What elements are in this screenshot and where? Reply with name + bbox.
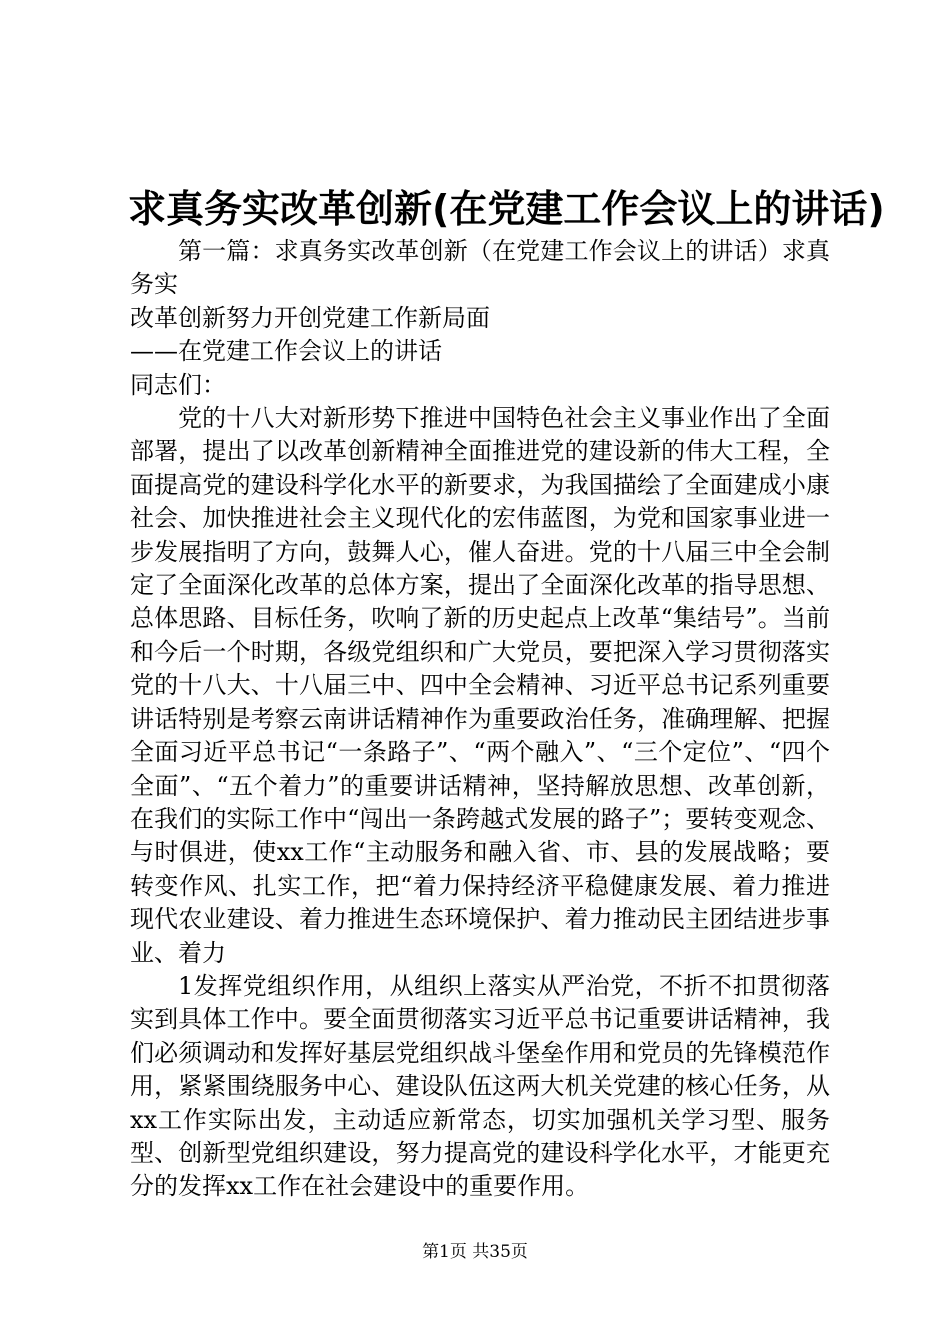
document-title: 求真务实改革创新(在党建工作会议上的讲话) — [128, 187, 885, 231]
paragraph-subtitle: 改革创新努力开创党建工作新局面 — [130, 303, 490, 332]
paragraph-occasion: ——在党建工作会议上的讲话 — [130, 337, 442, 366]
document-body — [130, 235, 830, 1204]
paragraph-heading: 第一篇：求真务实改革创新（在党建工作会议上的讲话）求真务实 — [130, 237, 830, 299]
paragraph-salutation: 同志们： — [130, 370, 226, 399]
paragraph-body-1: 党的十八大对新形势下推进中国特色社会主义事业作出了全面部署，提出了以改革创新精神全面推进党的建设新的伟大工程，全面提高党的建设科学化水平的新要求，为我国描绘了全面建成小康社会、加快推进社会主义现代化的宏伟蓝图，为党和国家事业进一步发展指明了方向，鼓舞人心，催人奋进。党的十八届三中全会制定了全面深化改革的总体方案，提出了全面深化改革的指导思想、总体思路、目标任务，吹响了新的历史起点上改革“集结号”。当前和今后一个时期，各级党组织和广大党员，要把深入学习贯彻落实党的十八大、十八届三中、四中全会精神、习近平总书记系列重要讲话特别是考察云南讲话精神作为重要政治任务，准确理解、把握全面习近平总书记“一条路子”、“两个融入”、“三个定位”、“四个全面”、“五个着力”的重要讲话精神，坚持解放思想、改革创新，在我们的实际工作中“闯出一条跨越式发展的路子”；要转变观念、与时俱进，使xx工作“主动服务和融入省、市、县的发展战略；要转变作风、扎实工作，把“着力保持经济平稳健康发展、着力推进现代农业建设、着力推进生态环境保护、着力推动民主团结进步事业、着力 — [130, 404, 830, 967]
page-number: 第1页 共35页 — [422, 1242, 528, 1262]
paragraph-body-2: 1发挥党组织作用，从组织上落实从严治党，不折不扣贯彻落实到具体工作中。要全面贯彻落实习近平总书记重要讲话精神，我们必须调动和发挥好基层党组织战斗堡垒作用和党员的先锋模范作用，紧紧围绕服务中心、建设队伍这两大机关党建的核心任务，从xx工作实际出发，主动适应新常态，切实加强机关学习型、服务型、创新型党组织建设，努力提高党的建设科学化水平，才能更充分的发挥xx工作在社会建设中的重要作用。 — [130, 971, 830, 1201]
